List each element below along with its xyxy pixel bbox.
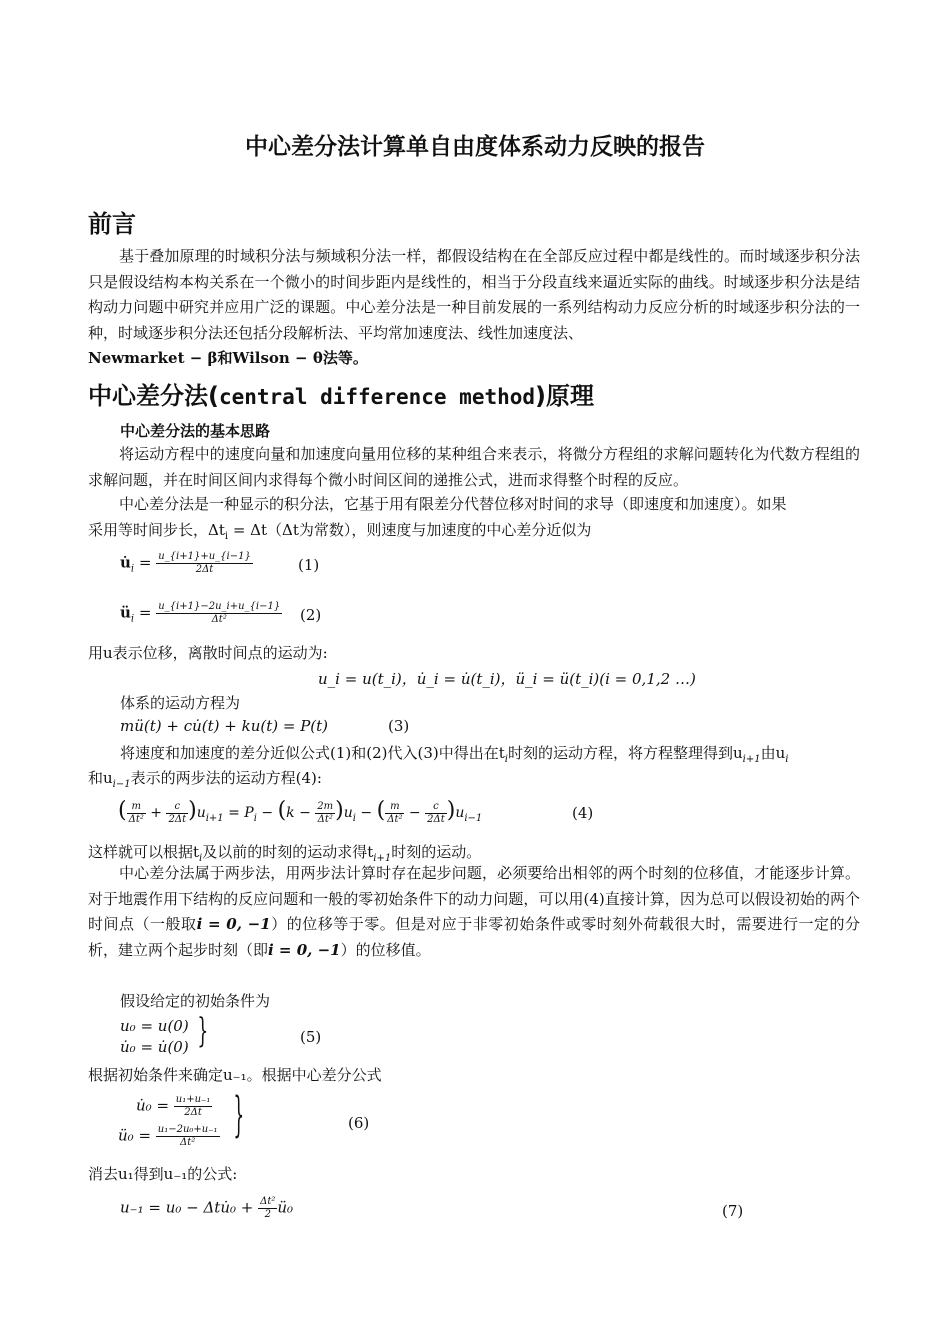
preface-heading: 前言 (88, 210, 136, 238)
section-heading: 中心差分法(central difference method)原理 (88, 382, 595, 410)
preface-text: 基于叠加原理的时域积分法与频域积分法一样，都假设结构在在全部反应过程中都是线性的。而时域逐步积分法只是假设结构本构关系在一个微小的时间步距内是线性的，相当于分段直线来逼近实际的曲线。时域逐步积分法是结构动力问题中研究并应用广泛的课题。中心差分法是一种目前发展的一系列结构动力反应分析的时域逐步积分法的一种，时域逐步积分法还包括分段解析法、平均常加速度法、线性加速度法、 (88, 247, 860, 342)
paragraph-central-difference: 中心差分法是一种显示的积分法，它基于用有限差分代替位移对时间的求导（即速度和加速度）。如果 采用等时间步长，$\Delta t_i = \Delta t(\Delta t$为常数），则速度与加速度的中心差分近似为 (88, 495, 787, 542)
preface-paragraph (88, 244, 860, 372)
equation-6a: u̇₀ = $\frac{\text{u₁+u₋₁}}{2\Delta t}$ (136, 1094, 211, 1118)
paragraph-eliminate: 消去u₁得到u₋₁的公式: (88, 1165, 238, 1183)
equation-6-brace: } (233, 1087, 245, 1143)
equation-1-number: (1) (298, 556, 320, 574)
paragraph-idea: 将运动方程中的速度向量和加速度向量用位移的某种组合来表示，将微分方程组的求解问题转化为代数方程组的求解问题，并在时间区间内求得每个微小时间区间的递推公式，进而求得整个时程的反应。 (88, 445, 860, 489)
equation-6-number: (6) (348, 1114, 370, 1132)
paragraph-initial-conditions: 假设给定的初始条件为 (120, 992, 271, 1010)
subheading-basic-idea: 中心差分法的基本思路 (120, 422, 271, 440)
equation-5-number: (5) (300, 1028, 322, 1046)
equation-1: $u̇_i$ = $\frac{u\_\{i+1\}+u\_\{i-1\}}{2\Delta t}$ (120, 551, 251, 575)
equation-3-number: (3) (388, 717, 410, 735)
paragraph-motion-eq: 体系的运动方程为 (120, 694, 241, 712)
paragraph-substitute: 将速度和加速度的差分近似公式(1)和(2)代入(3)中得出在$t_i$时刻的运动方程，将方程整理得到$u_{i+1}$由$u_i$ (120, 744, 789, 765)
equation-7: u₋₁ = u₀ − Δtu̇₀ + $\frac{\text{Δt²}}{2}$ ü₀ (120, 1196, 294, 1220)
equation-3: mü(t) + cu̇(t) + ku(t) = P(t) (120, 717, 329, 735)
equation-2-number: (2) (300, 606, 322, 624)
document-title: 中心差分法计算单自由度体系动力反映的报告 (245, 134, 705, 160)
paragraph-determine: 根据初始条件来确定u₋₁。根据中心差分公式 (88, 1066, 382, 1084)
equation-5: u₀ = u(0) u̇₀ = u̇(0) (120, 1017, 189, 1056)
paragraph-displacement: 用u表示位移，离散时间点的运动为: (88, 644, 328, 662)
paragraph-startup: 中心差分法属于两步法，用两步法计算时存在起步问题，必须要给出相邻的两个时刻的位移值，才能逐步计算。对于地震作用下结构的反应问题和一般的零初始条件下的动力问题，可以用(4)直接计算，因为总可以假设初始的两个时间点（一般取i = 0, −1）的位移等于零。但是对应于非零初始条件或零时刻外荷载很大时，需要进行一定的分析，建立两个起步时刻（即i = 0, −1）的位移值。 (88, 864, 860, 959)
equation-4-number: (4) (572, 804, 594, 822)
paragraph-two-step: 和$u_{i-1}$表示的两步法的运动方程(4): (88, 769, 322, 790)
paragraph-recurrence: 这样就可以根据$t_i$及以前的时刻的运动求得$t_{i+1}$时刻的运动。 (88, 843, 482, 864)
preface-last-line: Newmarket − β和Wilson − θ法等。 (88, 349, 368, 367)
equation-2: $ü_i$ = $\frac{u\_\{i+1\}-2u\_i+u\_\{i-1\}}{\text{Δt²}}$ (120, 601, 281, 625)
equation-5-brace: } (197, 1011, 209, 1051)
equation-6b: ü₀ = $\frac{\text{u₁−2u₀+u₋₁}}{\text{Δt²}}$ (118, 1124, 218, 1148)
equation-4: ( $\frac{m}{\text{Δt²}}$ + $\frac{c}{2\Delta t}$ )$u_{i+1} = P_i - (k$ − $\frac{2m}{\text{Δt²}}$ )$u_i$ − ( $\frac{m}{\text{Δt²}}$ − $\frac{c}{2\Delta t}$ )$u_{i-1}$ (118, 798, 483, 825)
equation-7-number: (7) (722, 1202, 744, 1220)
equation-discrete: u_i = u(t_i)，u̇_i = u̇(t_i)，ü_i = ü(t_i)(i = 0,1,2 …) (318, 670, 696, 688)
